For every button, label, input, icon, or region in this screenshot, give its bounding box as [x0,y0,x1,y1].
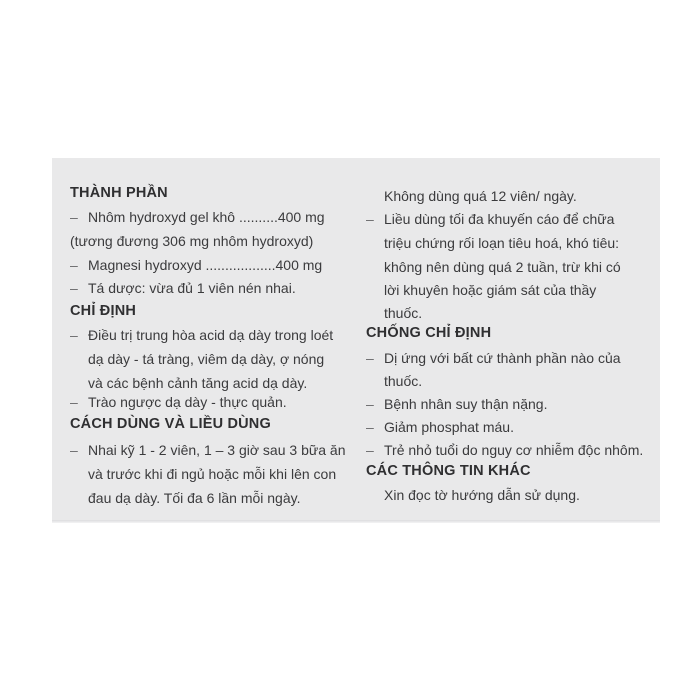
item-text: dạ dày - tá tràng, viêm dạ dày, ợ nóng [88,351,325,367]
item-text: Không dùng quá 12 viên/ ngày. [384,188,577,204]
item-text: Trẻ nhỏ tuổi do nguy cơ nhiễm độc nhôm. [384,442,644,458]
bullet-dash: – [70,209,78,225]
heading-chong-chi-dinh: CHỐNG CHỈ ĐỊNH [366,325,492,341]
item-text: và các bệnh cảnh tăng acid dạ dày. [88,375,308,391]
item-text: (tương đương 306 mg nhôm hydroxyd) [70,233,314,249]
bullet-dash: – [366,350,374,366]
leaflet-panel [52,158,660,520]
item-text: Magnesi hydroxyd ..................400 mg [88,257,323,273]
item-text: Điều trị trung hòa acid dạ dày trong loét [88,327,334,343]
heading-cach-dung: CÁCH DÙNG VÀ LIỀU DÙNG [70,416,271,432]
bullet-dash: – [70,327,78,343]
item-text: Xin đọc tờ hướng dẫn sử dụng. [384,487,580,503]
item-text: lời khuyên hoặc giám sát của thầy [384,282,597,298]
item-text: đau dạ dày. Tối đa 6 lần mỗi ngày. [88,490,301,506]
item-text: Nhai kỹ 1 - 2 viên, 1 – 3 giờ sau 3 bữa ăn [88,442,346,458]
item-text: Nhôm hydroxyd gel khô ..........400 mg [88,209,325,225]
item-text: Bệnh nhân suy thận nặng. [384,396,548,412]
item-text: thuốc. [384,373,423,389]
bullet-dash: – [366,211,374,227]
bullet-dash: – [366,442,374,458]
heading-chi-dinh: CHỈ ĐỊNH [70,303,137,319]
item-text: Tá dược: vừa đủ 1 viên nén nhai. [88,280,296,296]
bullet-dash: – [70,442,78,458]
item-text: và trước khi đi ngủ hoặc mỗi khi lên con [88,466,337,482]
bullet-dash: – [70,257,78,273]
bullet-dash: – [70,280,78,296]
heading-thanh-phan: THÀNH PHẦN [70,185,168,201]
item-text: Trào ngược dạ dày - thực quản. [88,394,287,410]
item-text: không nên dùng quá 2 tuần, trừ khi có [384,259,621,275]
heading-thong-tin-khac: CÁC THÔNG TIN KHÁC [366,463,531,479]
item-text: thuốc. [384,305,423,321]
bullet-dash: – [70,394,78,410]
panel-bottom-edge [52,520,660,523]
item-text: triệu chứng rối loạn tiêu hoá, khó tiêu: [384,235,620,251]
item-text: Giảm phosphat máu. [384,419,514,435]
item-text: Liều dùng tối đa khuyến cáo để chữa [384,211,615,227]
bullet-dash: – [366,396,374,412]
item-text: Dị ứng với bất cứ thành phần nào của [384,350,621,366]
bullet-dash: – [366,419,374,435]
